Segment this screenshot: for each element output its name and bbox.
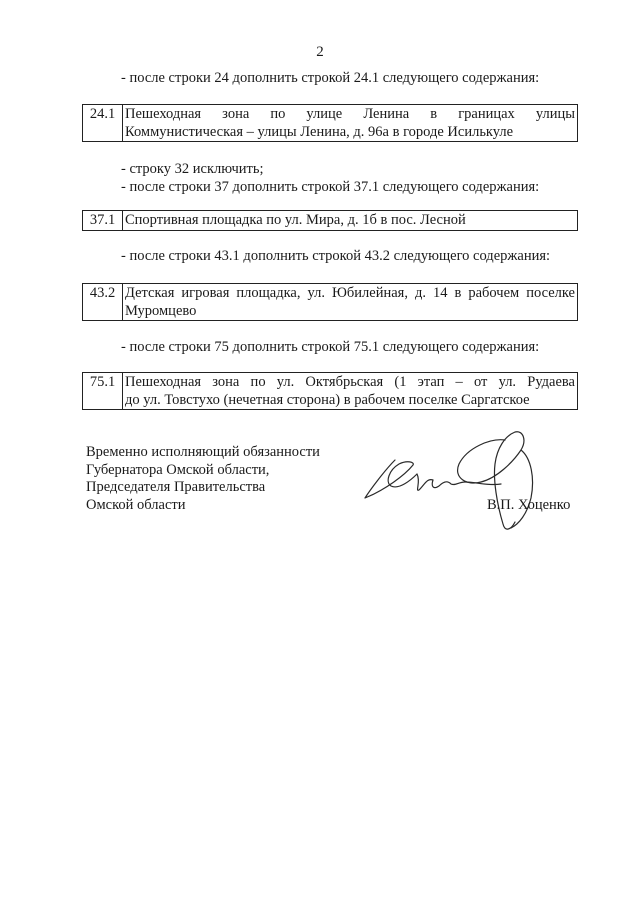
entry-line: Спортивная площадка по ул. Мира, д. 1б в пос. Лесной [125, 212, 466, 228]
instruction-24-1: - после строки 24 дополнить строкой 24.1 следующего содержания: [121, 70, 540, 86]
entry-text [123, 105, 577, 141]
signer-title-line: Временно исполняющий обязанности [86, 444, 320, 460]
signature-icon [355, 420, 555, 540]
entry-24-1 [82, 104, 578, 142]
entry-text [123, 373, 577, 409]
signer-title-line: Губернатора Омской области, [86, 461, 270, 478]
instruction-37-1: - после строки 37 дополнить строкой 37.1 следующего содержания: [121, 179, 540, 195]
signer-name: В.П. Хоценко [487, 497, 571, 513]
signer-title [86, 444, 320, 514]
instruction-43-2: - после строки 43.1 дополнить строкой 43.2 следующего содержания: [121, 248, 551, 264]
signer-title-line: Председателя Правительства [86, 479, 266, 495]
entry-number: 43.2 [83, 284, 123, 320]
entry-line: Пешеходная зона по улице Ленина в границах улицы [125, 106, 575, 122]
entry-line: Муромцево [125, 303, 197, 319]
instruction-75-1: - после строки 75 дополнить строкой 75.1 следующего содержания: [121, 339, 540, 355]
entry-number: 24.1 [83, 105, 123, 141]
entry-number: 75.1 [83, 373, 123, 409]
entry-line: до ул. Товстухо (нечетная сторона) в рабочем поселке Саргатское [125, 392, 530, 408]
entry-75-1 [82, 372, 578, 410]
signer-title-line: Омской области [86, 496, 186, 513]
entry-line: Детская игровая площадка, ул. Юбилейная, д. 14 в рабочем поселке [125, 285, 575, 301]
instruction-32: - строку 32 исключить; [121, 161, 264, 177]
entry-number: 37.1 [83, 211, 123, 230]
entry-line: Пешеходная зона по ул. Октябрьская (1 этап – от ул. Рудаева [125, 374, 575, 390]
entry-43-2 [82, 283, 578, 321]
entry-line: Коммунистическая – улицы Ленина, д. 96а в городе Исилькуле [125, 124, 514, 140]
entry-text [123, 284, 577, 320]
entry-text [123, 211, 577, 230]
page-number: 2 [316, 44, 324, 60]
entry-37-1 [82, 210, 578, 231]
